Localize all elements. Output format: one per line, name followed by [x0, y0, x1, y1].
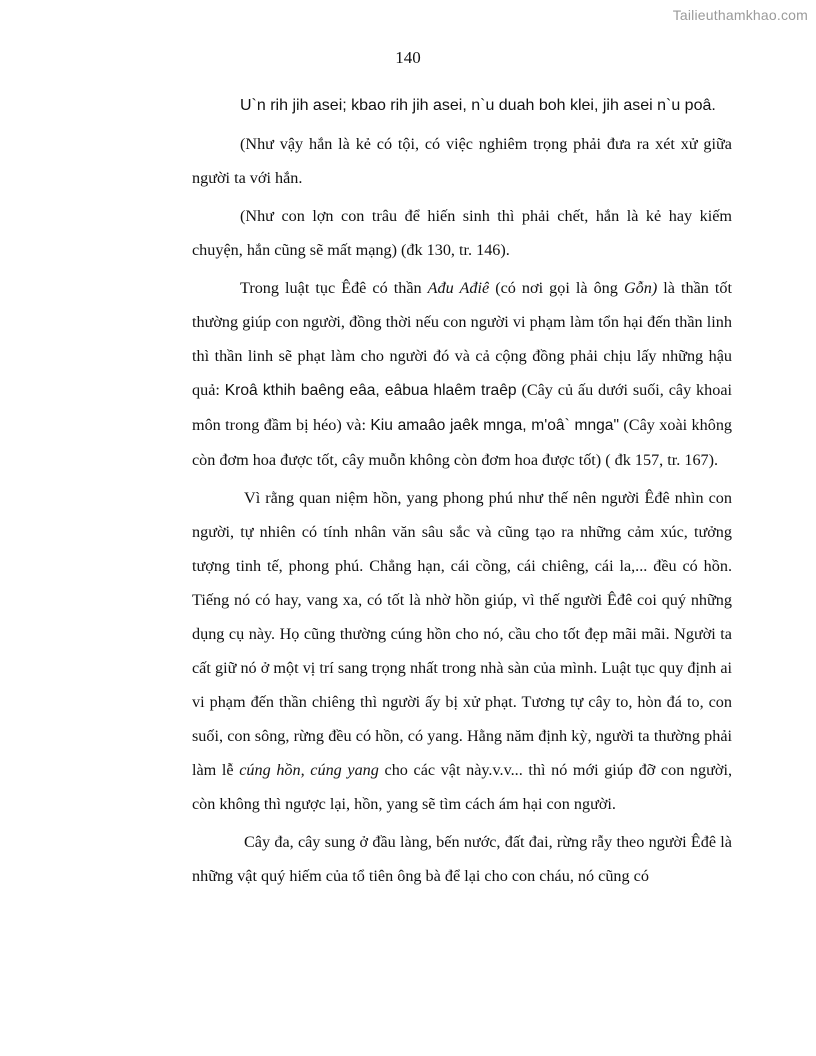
text-run: (Cây củ ấu dưới suối, cây khoai môn trong đầm bị héo) và:: [192, 381, 732, 434]
text-run: Trong luật tục Êđê có thần: [240, 279, 428, 297]
ede-quote-paragraph: U`n rih jih asei; kbao rih jih asei, n`u duah boh klei, jih asei n`u poâ.: [240, 97, 716, 114]
watermark: Tailieuthamkhao.com: [672, 7, 808, 23]
text-run: (Cây xoài không còn đơm hoa được tốt, cây muỗn không còn đơm hoa được tốt) ( đk 157, tr. 167).: [192, 416, 733, 469]
text-run: Vì rằng quan niệm hồn, yang phong phú như thế nên người Êđê nhìn con người, tự nhiên có tính nhân văn sâu sắc và cũng tạo ra những cảm xúc, tưởng tượng tinh tế, phong phú. Chẳng hạn, cái cồng, cái chiêng, cái la,... đều có hồn. Tiếng nó có hay, vang xa, có tốt là nhờ hồn giúp, vì thế người Êđê coi quý những dụng cụ này. Họ cũng thường cúng hồn cho nó, cầu cho tốt đẹp mãi mãi. Người ta cất giữ nó ở một vị trí sang trọng nhất trong nhà sàn của mình. Luật tục quy định ai vi phạm đến thần chiêng thì người ấy bị xử phạt. Tương tự cây to, hòn đá to, con suối, con sông, rừng đều có hồn, có yang. Hằng năm định kỳ, người ta thường phải làm lễ: [192, 489, 732, 779]
body-paragraph-deity: [192, 271, 732, 477]
text-run: cho các vật này.v.v... thì nó mới giúp đỡ con người, còn không thì ngược lại, hồn, yang sẽ tìm cách ám hại con người.: [192, 761, 732, 813]
translation-paragraph-2: (Như con lợn con trâu để hiến sinh thì phải chết, hắn là kẻ hay kiếm chuyện, hắn cũng sẽ mất mạng) (đk 130, tr. 146).: [192, 207, 732, 259]
translation-paragraph-1: (Như vậy hắn là kẻ có tội, có việc nghiêm trọng phải đưa ra xét xử giữa người ta với hắn.: [192, 135, 732, 187]
document-body: [192, 89, 732, 897]
body-paragraph-souls: [192, 481, 732, 821]
deity-alt-name: Gỗn): [623, 279, 658, 297]
ede-phrase-1: Kroâ kthih baêng eâa, eâbua hlaêm traêp: [224, 382, 517, 399]
ritual-name: cúng hồn, cúng yang: [239, 761, 379, 779]
page-number: 140: [395, 48, 421, 67]
ede-phrase-2: Kiu amaâo jaêk mnga, m'oâ` mnga": [370, 417, 619, 434]
body-paragraph-trees: Cây đa, cây sung ở đầu làng, bến nước, đất đai, rừng rẫy theo người Êđê là những vật quý hiếm của tổ tiên ông bà để lại cho con cháu, nó cũng có: [192, 833, 732, 885]
text-run: là thần tốt thường giúp con người, đồng thời nếu con người vi phạm làm tổn hại đến thần linh thì thần linh sẽ phạt làm cho người đó và cả cộng đồng phải chịu lấy những hậu quả:: [192, 279, 733, 399]
text-run: (có nơi gọi là ông: [489, 279, 624, 297]
deity-name: Ađu Ađiê: [427, 279, 490, 297]
